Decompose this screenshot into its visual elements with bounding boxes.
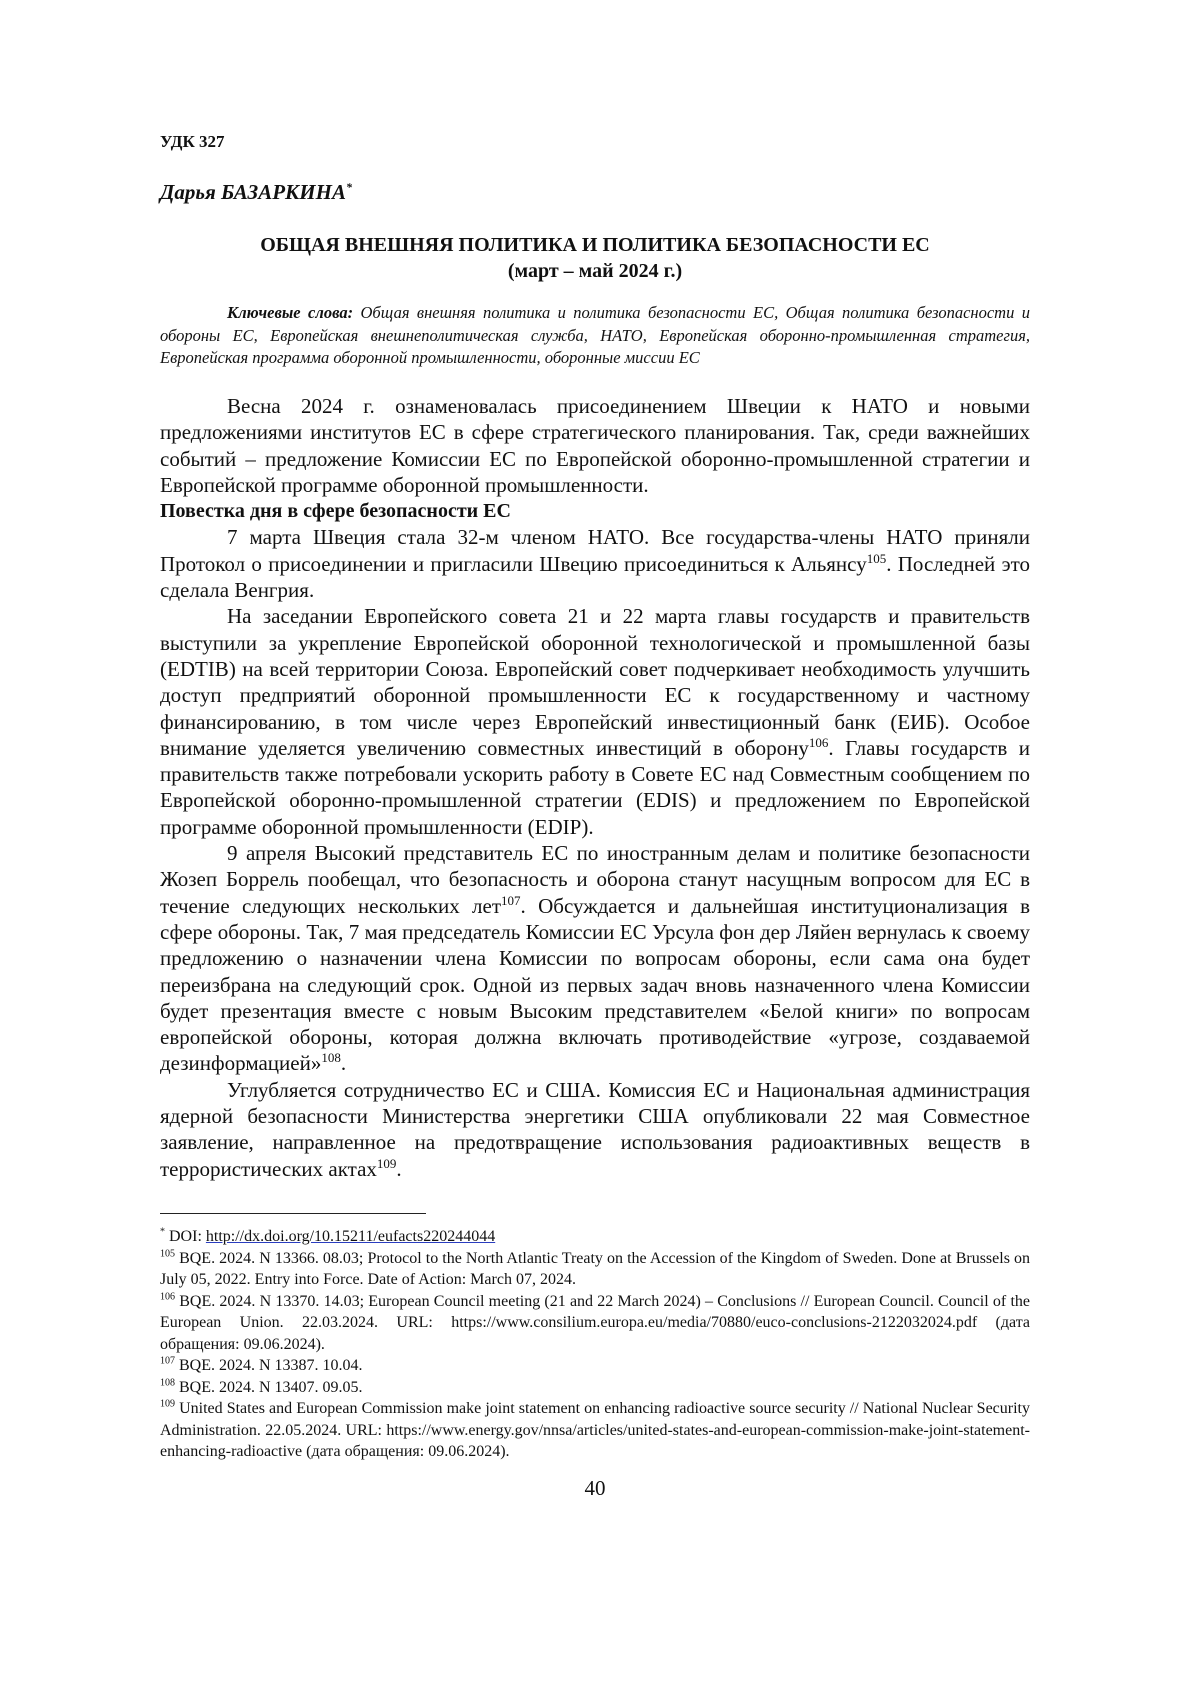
footnote-text: BQE. 2024. N 13407. 09.05.	[175, 1378, 363, 1396]
footnote-ref[interactable]: 109	[376, 1155, 397, 1171]
paragraph-text: На заседании Европейского совета 21 и 22 марта главы государств и правительств выступили за укрепление Европейской оборонной технологической и промышленной базы (EDTIB) на всей территории Союза. Европейский совет подчеркивает необходимость улучшить доступ предприятий оборонной промышленности ЕС к государственному и частному финансированию, в том числе через Европейский инвестиционный банк (ЕИБ). Особое внимание уделяется увеличению совместных инвестиций в оборону	[160, 604, 1030, 760]
paragraph	[160, 1077, 1030, 1182]
footnote-text: United States and European Commission make joint statement on enhancing radioactive source security // National Nuclear Security Administration. 22.05.2024. URL: https://www.energy.gov/nnsa/articles/united-states-and-european-commission-make-joint-statement-enhancing-radioactive (дата обращения: 09.06.2024).	[160, 1400, 1030, 1460]
paragraph	[160, 524, 1030, 603]
footnote-mark: 108	[160, 1377, 175, 1389]
keywords-text: Общая внешняя политика и политика безопасности ЕС, Общая политика безопасности и обороны ЕС, Европейская внешнеполитическая служба, НАТО, Европейская оборонно-промышленная стратегия, Европейская программа оборонной промышленности, оборонные миссии ЕС	[160, 303, 1030, 367]
title-line-2: (март – май 2024 г.)	[507, 260, 683, 282]
footnote-text: BQE. 2024. N 13370. 14.03; European Council meeting (21 and 22 March 2024) – Conclusions // European Council. Council of the European Union. 22.03.2024. URL: https://www.consilium.europa.eu/media/70880/euco-conclusions-2122032024.pdf (дата обращения: 09.06.2024).	[160, 1292, 1030, 1353]
keywords	[160, 302, 1030, 370]
footnote-mark: *	[160, 1226, 165, 1238]
article-body	[160, 393, 1030, 1182]
footnote-ref[interactable]: 105	[866, 550, 887, 566]
keywords-label: Ключевые слова:	[227, 303, 354, 322]
footnote-doi	[160, 1226, 1030, 1248]
footnote-mark: 107	[160, 1355, 175, 1367]
paragraph: Весна 2024 г. ознаменовалась присоединением Швеции к НАТО и новыми предложениями институтов ЕС в сфере стратегического планирования. Так, среди важнейших событий – предложение Комиссии ЕС по Европейской оборонно-промышленной стратегии и Европейской программе оборонной промышленности.	[160, 394, 1030, 497]
footnote-109	[160, 1398, 1030, 1463]
footnote-mark: 105	[160, 1248, 175, 1260]
footnote-mark: 106	[160, 1291, 175, 1303]
paragraph-text: .	[396, 1156, 402, 1181]
paragraph-text: .	[340, 1051, 347, 1076]
udk-code: УДК 327	[160, 132, 225, 151]
paragraph-text: . Главы государств и правительств также потребовали ускорить работу в Совете ЕС над Совместным сообщением по Европейской оборонно-промышленной стратегии (EDIS) и предложением по Европейской программе оборонной промышленности (EDIP).	[160, 735, 1030, 839]
author-footnote-mark: *	[345, 180, 352, 194]
paragraph-text: . Обсуждается и дальнейшая институционализация в сфере обороны. Так, 7 мая председатель Комиссии ЕС Урсула фон дер Ляйен вернулась к своему предложению о назначении члена Комиссии по вопросам обороны, если сама она будет переизбрана на следующий срок. Одной из первых задач вновь назначенного члена Комиссии будет презентация вместе с новым Высоким представителем «Белой книги» по вопросам европейской обороны, которая должна включать противодействие «угрозе, создаваемой дезинформацией»	[160, 893, 1030, 1076]
page-number: 40	[584, 1476, 606, 1500]
footnote-106	[160, 1291, 1030, 1356]
paragraph-text: . Последней это сделала Венгрия.	[160, 551, 1030, 603]
footnote-108	[160, 1377, 1030, 1399]
footnote-105	[160, 1248, 1030, 1291]
title-line-1: ОБЩАЯ ВНЕШНЯЯ ПОЛИТИКА И ПОЛИТИКА БЕЗОПАСНОСТИ ЕС	[260, 234, 930, 256]
doi-link[interactable]: http://dx.doi.org/10.15211/eufacts220244044	[205, 1228, 496, 1245]
paragraph	[160, 840, 1030, 1077]
author-name: Дарья БАЗАРКИНА	[160, 180, 346, 204]
footnotes	[160, 1226, 1030, 1463]
section-heading: Повестка дня в сфере безопасности ЕС	[160, 500, 511, 523]
footnote-text: BQE. 2024. N 13387. 10.04.	[175, 1357, 363, 1374]
paragraph-text: 9 апреля Высокий представитель ЕС по иностранным делам и политике безопасности Жозеп Боррель пообещал, что безопасность и оборона станут насущным вопросом для ЕС в течение следующих нескольких лет	[160, 841, 1030, 918]
doi-label: DOI:	[169, 1228, 206, 1245]
paragraph	[160, 603, 1030, 840]
footnote-text: BQE. 2024. N 13366. 08.03; Protocol to the North Atlantic Treaty on the Accession of the Kingdom of Sweden. Done at Brussels on July 05, 2022. Entry into Force. Date of Action: March 07, 2024.	[160, 1249, 1030, 1288]
footnote-mark: 109	[160, 1398, 175, 1410]
author	[160, 180, 352, 205]
article-title	[160, 232, 1030, 284]
footnote-ref[interactable]: 108	[321, 1050, 341, 1066]
footnote-107	[160, 1355, 1030, 1377]
paragraph-text: 7 марта Швеция стала 32-м членом НАТО. Все государства-члены НАТО приняли Протокол о присоединении и пригласили Швецию присоединиться к Альянсу	[160, 525, 1030, 576]
footnote-divider	[160, 1213, 426, 1214]
footnote-ref[interactable]: 107	[501, 892, 521, 908]
paragraph-text: Углубляется сотрудничество ЕС и США. Комиссия ЕС и Национальная администрация ядерной безопасности Министерства энергетики США опубликовали 22 мая Совместное заявление, направленное на предотвращение использования радиоактивных веществ в террористических актах	[160, 1077, 1030, 1181]
footnote-ref[interactable]: 106	[808, 734, 829, 750]
